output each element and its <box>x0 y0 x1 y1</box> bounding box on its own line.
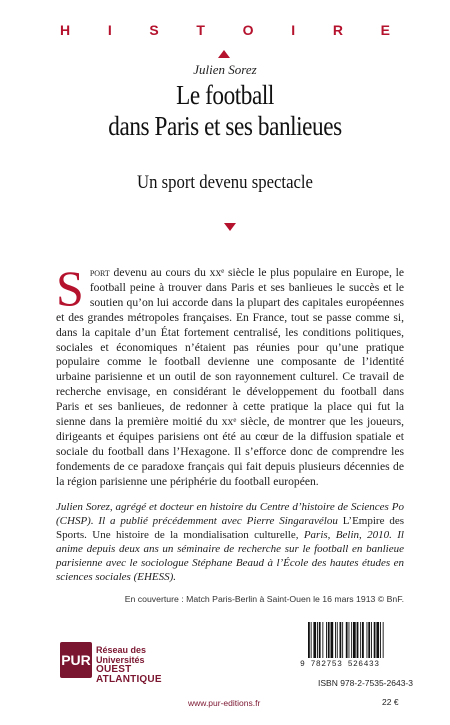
collection-letter: O <box>242 22 254 38</box>
barcode-bar <box>376 622 379 658</box>
publisher-line-2: OUEST ATLANTIQUE <box>96 664 162 685</box>
isbn: ISBN 978-2-7535-2643-3 <box>318 678 413 688</box>
barcode-bar <box>317 622 318 658</box>
summary-paragraph <box>56 260 404 490</box>
barcode-bar <box>331 622 334 658</box>
summary-text: devenu au cours du xxᵉ siècle le plus populaire en Europe, le football peine à trouver dans Paris et ses banlieues le succès et le soutien qu’on lui accorde dans la plupart des capitales européennes et des grandes métropoles françaises. En France, tout se passe comme si, dans la capitale d’un État fortement centralisé, les conditions politiques, sociales et économiques n’étaient pas réunies pour qu’une pratique populaire comme le football devienne une composante de l’identité urbaine parisienne et un outil de son rayonnement culturel. Ce travail de recherche envisage, en considérant le développement du football dans Paris et ses banlieues, de redonner à cette pratique la place qui fut la sienne dans la première moitié du xxᵉ siècle, de montrer que les joueurs, dirigeants et équipes parisiens ont été au cœur de la diffusion spatiale et sociale du football dans l’Hexagone. Il s’efforce donc de comprendre les fondements de ce paradoxe français qui fait depuis plusieurs décennies de la région parisienne une périphérie du football européen. <box>56 266 404 488</box>
barcode-bar <box>368 622 370 658</box>
barcode-bar <box>337 622 338 658</box>
barcode-bar <box>319 622 321 658</box>
collection-letter: I <box>107 22 112 38</box>
barcode-bar <box>383 622 384 658</box>
barcode-bar <box>328 622 330 658</box>
barcode-bar <box>374 622 376 658</box>
author-text: Julien Sorez <box>193 62 257 77</box>
cover-credit: En couverture : Match Paris-Berlin à Saint-Ouen le 16 mars 1913 © BnF. <box>124 594 404 604</box>
barcode-bar <box>353 622 356 658</box>
collection-letter: H <box>60 22 71 38</box>
title-line-2: dans Paris et ses banlieues <box>108 111 342 141</box>
barcode-bar <box>346 622 348 658</box>
publisher-logo-mark: PUR <box>60 642 92 678</box>
barcode-bar <box>362 622 364 658</box>
barcode-bar <box>357 622 359 658</box>
triangle-up-icon <box>218 50 230 58</box>
bio-part-2: , Paris, Belin, 2010. Il anime depuis deux ans un séminaire de recherche sur le football en banlieue parisienne avec le sociologue Stéphane Beaud à l’École des hautes études en sciences sociales (EHESS). <box>56 528 404 583</box>
barcode-bar <box>342 622 343 658</box>
barcode-icon <box>308 622 408 658</box>
barcode-bar <box>340 622 342 658</box>
publisher-logo <box>60 642 180 685</box>
barcode-number: 9 782753 526433 <box>300 660 380 669</box>
barcode-bar <box>349 622 350 658</box>
bio-book-title: L’Empire des Sports. Une histoire de la mondialisation culturelle <box>56 514 404 541</box>
collection-letter: T <box>196 22 205 38</box>
triangle-down-icon <box>224 223 236 231</box>
barcode-bar <box>311 622 312 658</box>
barcode-bar <box>360 622 361 658</box>
barcode-bar <box>371 622 372 658</box>
book-title <box>32 80 419 142</box>
barcode-bar <box>380 622 381 658</box>
author-name <box>0 62 450 78</box>
summary-lead: port <box>89 266 110 279</box>
barcode-bar <box>351 622 352 658</box>
barcode-bar <box>313 622 316 658</box>
barcode-bar <box>326 622 327 658</box>
author-bio <box>56 501 404 584</box>
title-line-1: Le football <box>176 80 274 110</box>
publisher-name <box>96 645 196 685</box>
book-subtitle: Un sport devenu spectacle <box>137 172 313 193</box>
publisher-website[interactable]: www.pur-editions.fr <box>188 698 261 708</box>
bio-part-1: Julien Sorez, agrégé et docteur en histoire du Centre d’histoire de Sciences Po (CHSP). Il a publié précédemment avec Pierre Singaravélou <box>56 501 404 527</box>
barcode-bar <box>322 622 323 658</box>
collection-letter: S <box>149 22 159 38</box>
barcode-bar <box>308 622 310 658</box>
collection-letter: I <box>291 22 296 38</box>
barcode-bar <box>367 622 368 658</box>
collection-name <box>60 22 390 38</box>
price: 22 € <box>382 697 399 707</box>
publisher-line-1: Réseau des Universités <box>96 645 147 665</box>
barcode-bar <box>335 622 336 658</box>
collection-letter: R <box>332 22 343 38</box>
drop-cap: S <box>56 260 84 316</box>
collection-letter: E <box>380 22 390 38</box>
